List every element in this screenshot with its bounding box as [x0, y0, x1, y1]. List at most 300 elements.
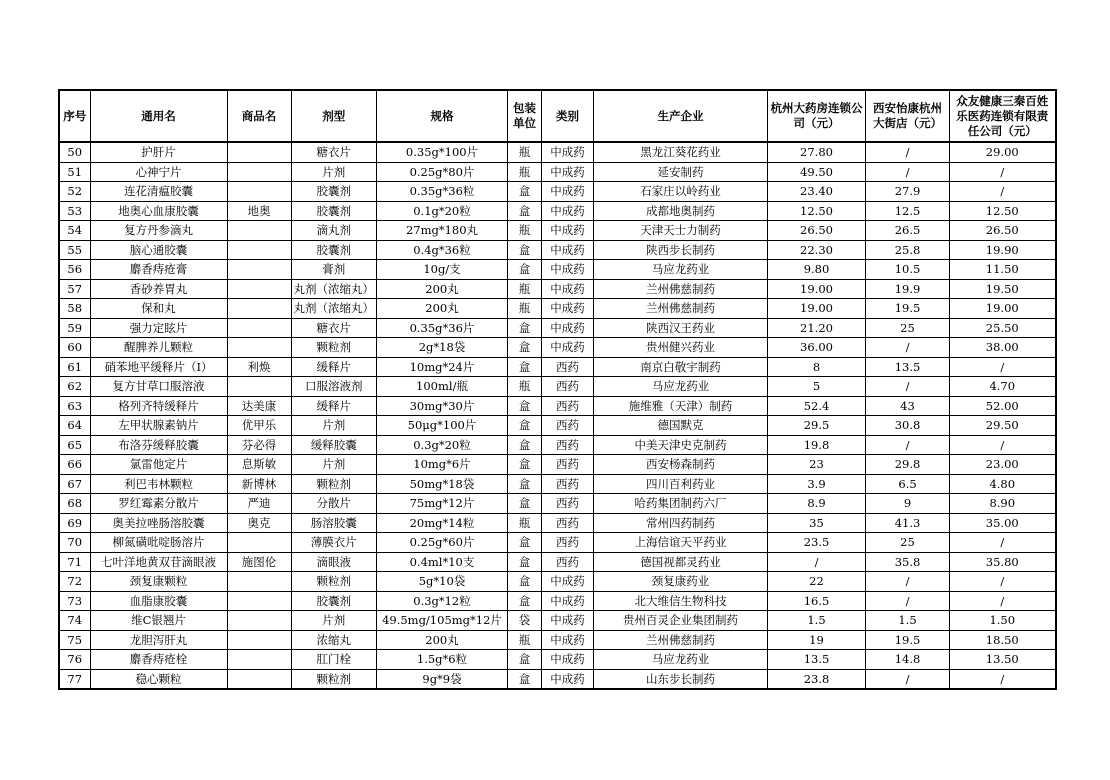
cell-generic-name: 罗红霉素分散片 — [90, 494, 227, 514]
cell-dosage-form: 颗粒剂 — [291, 474, 377, 494]
header-price-store-3: 众友健康三秦百姓乐医药连锁有限责任公司（元） — [950, 90, 1056, 142]
cell-brand-name — [227, 182, 291, 202]
cell-index: 60 — [59, 338, 90, 358]
cell-specification: 2g*18袋 — [377, 338, 508, 358]
cell-price-store-2: / — [866, 338, 950, 358]
cell-generic-name: 稳心颗粒 — [90, 669, 227, 689]
cell-dosage-form: 糖衣片 — [291, 318, 377, 338]
cell-generic-name: 地奥心血康胶囊 — [90, 201, 227, 221]
table-row — [59, 299, 1056, 319]
cell-price-store-2: 43 — [866, 396, 950, 416]
cell-price-store-2: / — [866, 591, 950, 611]
cell-price-store-1: 19.00 — [768, 279, 866, 299]
cell-brand-name: 地奥 — [227, 201, 291, 221]
cell-category: 中成药 — [542, 650, 594, 670]
cell-index: 71 — [59, 552, 90, 572]
cell-price-store-1: 35 — [768, 513, 866, 533]
cell-specification: 10mg*6片 — [377, 455, 508, 475]
cell-price-store-3: 35.80 — [950, 552, 1056, 572]
cell-index: 68 — [59, 494, 90, 514]
cell-package-unit: 盒 — [508, 455, 542, 475]
table-row — [59, 396, 1056, 416]
cell-price-store-2: 25.8 — [866, 240, 950, 260]
cell-package-unit: 盒 — [508, 669, 542, 689]
cell-manufacturer: 延安制药 — [594, 162, 768, 182]
cell-price-store-1: 27.80 — [768, 142, 866, 162]
cell-price-store-1: 23 — [768, 455, 866, 475]
cell-price-store-2: 13.5 — [866, 357, 950, 377]
cell-package-unit: 盒 — [508, 572, 542, 592]
cell-specification: 0.25g*60片 — [377, 533, 508, 553]
cell-generic-name: 醒脾养儿颗粒 — [90, 338, 227, 358]
cell-category: 西药 — [542, 357, 594, 377]
cell-generic-name: 香砂养胃丸 — [90, 279, 227, 299]
cell-index: 59 — [59, 318, 90, 338]
cell-dosage-form: 缓释片 — [291, 357, 377, 377]
cell-price-store-2: / — [866, 572, 950, 592]
cell-manufacturer: 德国默克 — [594, 416, 768, 436]
cell-brand-name: 达美康 — [227, 396, 291, 416]
cell-category: 西药 — [542, 455, 594, 475]
cell-price-store-2: / — [866, 435, 950, 455]
cell-manufacturer: 天津天士力制药 — [594, 221, 768, 241]
cell-dosage-form: 丸剂（浓缩丸） — [291, 279, 377, 299]
cell-manufacturer: 颈复康药业 — [594, 572, 768, 592]
cell-package-unit: 盒 — [508, 552, 542, 572]
cell-index: 76 — [59, 650, 90, 670]
table-row — [59, 279, 1056, 299]
cell-price-store-2: 35.8 — [866, 552, 950, 572]
cell-price-store-1: / — [768, 552, 866, 572]
cell-manufacturer: 兰州佛慈制药 — [594, 279, 768, 299]
cell-specification: 49.5mg/105mg*12片 — [377, 611, 508, 631]
cell-price-store-1: 36.00 — [768, 338, 866, 358]
cell-generic-name: 强力定眩片 — [90, 318, 227, 338]
cell-brand-name: 奥克 — [227, 513, 291, 533]
cell-dosage-form: 片剂 — [291, 455, 377, 475]
cell-price-store-2: 9 — [866, 494, 950, 514]
cell-manufacturer: 北大维信生物科技 — [594, 591, 768, 611]
cell-index: 75 — [59, 630, 90, 650]
cell-generic-name: 左甲状腺素钠片 — [90, 416, 227, 436]
cell-dosage-form: 肠溶胶囊 — [291, 513, 377, 533]
cell-brand-name — [227, 377, 291, 397]
cell-price-store-2: / — [866, 377, 950, 397]
cell-generic-name: 血脂康胶囊 — [90, 591, 227, 611]
cell-generic-name: 布洛芬缓释胶囊 — [90, 435, 227, 455]
cell-dosage-form: 滴眼液 — [291, 552, 377, 572]
cell-price-store-1: 26.50 — [768, 221, 866, 241]
cell-index: 61 — [59, 357, 90, 377]
cell-category: 中成药 — [542, 611, 594, 631]
cell-price-store-3: 26.50 — [950, 221, 1056, 241]
cell-generic-name: 麝香痔疮栓 — [90, 650, 227, 670]
cell-generic-name: 格列齐特缓释片 — [90, 396, 227, 416]
cell-brand-name — [227, 611, 291, 631]
cell-index: 53 — [59, 201, 90, 221]
cell-specification: 9g*9袋 — [377, 669, 508, 689]
header-manufacturer: 生产企业 — [594, 90, 768, 142]
cell-package-unit: 盒 — [508, 240, 542, 260]
cell-dosage-form: 颗粒剂 — [291, 338, 377, 358]
table-row — [59, 221, 1056, 241]
cell-dosage-form: 薄膜衣片 — [291, 533, 377, 553]
table-row — [59, 182, 1056, 202]
cell-specification: 100ml/瓶 — [377, 377, 508, 397]
cell-brand-name — [227, 591, 291, 611]
cell-brand-name — [227, 221, 291, 241]
header-price-store-2: 西安怡康杭州大街店（元） — [866, 90, 950, 142]
cell-index: 54 — [59, 221, 90, 241]
cell-generic-name: 七叶洋地黄双苷滴眼液 — [90, 552, 227, 572]
cell-price-store-2: 1.5 — [866, 611, 950, 631]
cell-brand-name — [227, 162, 291, 182]
cell-price-store-1: 5 — [768, 377, 866, 397]
cell-price-store-1: 12.50 — [768, 201, 866, 221]
cell-price-store-1: 21.20 — [768, 318, 866, 338]
cell-dosage-form: 口服溶液剂 — [291, 377, 377, 397]
cell-generic-name: 麝香痔疮膏 — [90, 260, 227, 280]
cell-price-store-1: 22.30 — [768, 240, 866, 260]
cell-generic-name: 脑心通胶囊 — [90, 240, 227, 260]
cell-price-store-3: 35.00 — [950, 513, 1056, 533]
cell-manufacturer: 哈药集团制药六厂 — [594, 494, 768, 514]
table-row — [59, 416, 1056, 436]
cell-generic-name: 复方丹参滴丸 — [90, 221, 227, 241]
cell-generic-name: 柳氮磺吡啶肠溶片 — [90, 533, 227, 553]
cell-dosage-form: 胶囊剂 — [291, 591, 377, 611]
table-row — [59, 494, 1056, 514]
cell-price-store-3: / — [950, 357, 1056, 377]
cell-price-store-1: 3.9 — [768, 474, 866, 494]
price-comparison-table — [58, 89, 1057, 690]
cell-price-store-1: 23.5 — [768, 533, 866, 553]
cell-index: 57 — [59, 279, 90, 299]
cell-category: 西药 — [542, 513, 594, 533]
cell-manufacturer: 常州四药制药 — [594, 513, 768, 533]
table-row — [59, 650, 1056, 670]
table-row — [59, 357, 1056, 377]
cell-category: 西药 — [542, 474, 594, 494]
cell-price-store-1: 1.5 — [768, 611, 866, 631]
cell-generic-name: 硝苯地平缓释片（Ⅰ） — [90, 357, 227, 377]
cell-price-store-1: 8.9 — [768, 494, 866, 514]
cell-dosage-form: 缓释胶囊 — [291, 435, 377, 455]
header-specification: 规格 — [377, 90, 508, 142]
cell-package-unit: 瓶 — [508, 513, 542, 533]
cell-manufacturer: 石家庄以岭药业 — [594, 182, 768, 202]
cell-price-store-3: 4.80 — [950, 474, 1056, 494]
cell-brand-name — [227, 630, 291, 650]
table-row — [59, 162, 1056, 182]
cell-dosage-form: 胶囊剂 — [291, 240, 377, 260]
cell-price-store-3: 29.50 — [950, 416, 1056, 436]
cell-dosage-form: 胶囊剂 — [291, 182, 377, 202]
cell-generic-name: 龙胆泻肝丸 — [90, 630, 227, 650]
table-row — [59, 318, 1056, 338]
cell-specification: 0.4g*36粒 — [377, 240, 508, 260]
table-row — [59, 533, 1056, 553]
cell-price-store-2: 6.5 — [866, 474, 950, 494]
cell-category: 中成药 — [542, 201, 594, 221]
header-generic-name: 通用名 — [90, 90, 227, 142]
cell-specification: 200丸 — [377, 299, 508, 319]
cell-category: 中成药 — [542, 318, 594, 338]
cell-category: 中成药 — [542, 630, 594, 650]
cell-specification: 0.3g*20粒 — [377, 435, 508, 455]
cell-package-unit: 瓶 — [508, 299, 542, 319]
cell-package-unit: 袋 — [508, 611, 542, 631]
cell-brand-name: 优甲乐 — [227, 416, 291, 436]
cell-price-store-3: 25.50 — [950, 318, 1056, 338]
cell-generic-name: 护肝片 — [90, 142, 227, 162]
table-row — [59, 474, 1056, 494]
cell-price-store-3: / — [950, 669, 1056, 689]
cell-package-unit: 瓶 — [508, 377, 542, 397]
cell-price-store-2: 12.5 — [866, 201, 950, 221]
cell-package-unit: 盒 — [508, 435, 542, 455]
cell-price-store-3: / — [950, 182, 1056, 202]
cell-index: 77 — [59, 669, 90, 689]
cell-price-store-2: 25 — [866, 533, 950, 553]
table-row — [59, 611, 1056, 631]
cell-specification: 10g/支 — [377, 260, 508, 280]
cell-price-store-3: 19.00 — [950, 299, 1056, 319]
cell-price-store-3: / — [950, 572, 1056, 592]
cell-manufacturer: 贵州健兴药业 — [594, 338, 768, 358]
cell-manufacturer: 中美天津史克制药 — [594, 435, 768, 455]
cell-category: 西药 — [542, 377, 594, 397]
cell-price-store-2: 25 — [866, 318, 950, 338]
cell-dosage-form: 颗粒剂 — [291, 572, 377, 592]
table-header — [59, 90, 1056, 142]
cell-index: 58 — [59, 299, 90, 319]
cell-brand-name — [227, 260, 291, 280]
cell-price-store-1: 23.8 — [768, 669, 866, 689]
cell-index: 51 — [59, 162, 90, 182]
cell-package-unit: 盒 — [508, 182, 542, 202]
cell-manufacturer: 兰州佛慈制药 — [594, 299, 768, 319]
cell-index: 62 — [59, 377, 90, 397]
cell-price-store-3: 13.50 — [950, 650, 1056, 670]
cell-specification: 75mg*12片 — [377, 494, 508, 514]
cell-price-store-3: 29.00 — [950, 142, 1056, 162]
cell-package-unit: 盒 — [508, 533, 542, 553]
table-row — [59, 455, 1056, 475]
cell-price-store-1: 9.80 — [768, 260, 866, 280]
cell-generic-name: 复方甘草口服溶液 — [90, 377, 227, 397]
cell-specification: 0.4ml*10支 — [377, 552, 508, 572]
cell-index: 73 — [59, 591, 90, 611]
cell-category: 中成药 — [542, 240, 594, 260]
cell-manufacturer: 黑龙江葵花药业 — [594, 142, 768, 162]
cell-specification: 200丸 — [377, 630, 508, 650]
cell-manufacturer: 成都地奥制药 — [594, 201, 768, 221]
cell-price-store-2: 41.3 — [866, 513, 950, 533]
cell-manufacturer: 山东步长制药 — [594, 669, 768, 689]
cell-index: 63 — [59, 396, 90, 416]
cell-manufacturer: 陕西汉王药业 — [594, 318, 768, 338]
cell-specification: 5g*10袋 — [377, 572, 508, 592]
cell-brand-name — [227, 533, 291, 553]
cell-specification: 0.35g*36粒 — [377, 182, 508, 202]
cell-price-store-1: 19 — [768, 630, 866, 650]
cell-dosage-form: 丸剂（浓缩丸） — [291, 299, 377, 319]
table-row — [59, 240, 1056, 260]
cell-price-store-3: 38.00 — [950, 338, 1056, 358]
cell-price-store-2: 19.9 — [866, 279, 950, 299]
cell-category: 中成药 — [542, 142, 594, 162]
table-row — [59, 435, 1056, 455]
cell-manufacturer: 德国视都灵药业 — [594, 552, 768, 572]
cell-price-store-3: 19.90 — [950, 240, 1056, 260]
cell-specification: 200丸 — [377, 279, 508, 299]
cell-specification: 50μg*100片 — [377, 416, 508, 436]
table-row — [59, 552, 1056, 572]
cell-dosage-form: 片剂 — [291, 416, 377, 436]
header-row — [59, 90, 1056, 142]
cell-generic-name: 保和丸 — [90, 299, 227, 319]
cell-dosage-form: 滴丸剂 — [291, 221, 377, 241]
cell-brand-name: 利焕 — [227, 357, 291, 377]
cell-brand-name — [227, 279, 291, 299]
cell-specification: 0.35g*100片 — [377, 142, 508, 162]
cell-category: 西药 — [542, 533, 594, 553]
cell-price-store-1: 19.8 — [768, 435, 866, 455]
cell-package-unit: 瓶 — [508, 142, 542, 162]
cell-package-unit: 盒 — [508, 338, 542, 358]
cell-brand-name — [227, 299, 291, 319]
cell-price-store-1: 49.50 — [768, 162, 866, 182]
cell-price-store-3: / — [950, 591, 1056, 611]
cell-package-unit: 盒 — [508, 591, 542, 611]
cell-specification: 0.3g*12粒 — [377, 591, 508, 611]
cell-brand-name — [227, 669, 291, 689]
cell-generic-name: 氯雷他定片 — [90, 455, 227, 475]
cell-dosage-form: 胶囊剂 — [291, 201, 377, 221]
cell-price-store-3: / — [950, 435, 1056, 455]
cell-category: 中成药 — [542, 572, 594, 592]
cell-category: 中成药 — [542, 279, 594, 299]
table-row — [59, 377, 1056, 397]
cell-dosage-form: 分散片 — [291, 494, 377, 514]
cell-package-unit: 盒 — [508, 650, 542, 670]
cell-manufacturer: 上海信谊天平药业 — [594, 533, 768, 553]
cell-price-store-2: 30.8 — [866, 416, 950, 436]
cell-specification: 10mg*24片 — [377, 357, 508, 377]
cell-price-store-3: 18.50 — [950, 630, 1056, 650]
cell-dosage-form: 片剂 — [291, 611, 377, 631]
cell-index: 50 — [59, 142, 90, 162]
cell-brand-name: 息斯敏 — [227, 455, 291, 475]
cell-category: 西药 — [542, 494, 594, 514]
cell-category: 西药 — [542, 396, 594, 416]
cell-category: 中成药 — [542, 260, 594, 280]
cell-generic-name: 颈复康颗粒 — [90, 572, 227, 592]
cell-specification: 1.5g*6粒 — [377, 650, 508, 670]
cell-specification: 30mg*30片 — [377, 396, 508, 416]
table-body — [59, 142, 1056, 689]
cell-price-store-1: 23.40 — [768, 182, 866, 202]
cell-index: 67 — [59, 474, 90, 494]
cell-specification: 50mg*18袋 — [377, 474, 508, 494]
cell-package-unit: 盒 — [508, 201, 542, 221]
table-row — [59, 513, 1056, 533]
cell-dosage-form: 颗粒剂 — [291, 669, 377, 689]
cell-price-store-2: / — [866, 669, 950, 689]
table-row — [59, 591, 1056, 611]
cell-package-unit: 盒 — [508, 416, 542, 436]
cell-category: 中成药 — [542, 162, 594, 182]
cell-price-store-1: 13.5 — [768, 650, 866, 670]
header-brand-name: 商品名 — [227, 90, 291, 142]
cell-price-store-2: 26.5 — [866, 221, 950, 241]
cell-specification: 0.1g*20粒 — [377, 201, 508, 221]
cell-index: 72 — [59, 572, 90, 592]
cell-price-store-2: / — [866, 162, 950, 182]
cell-manufacturer: 马应龙药业 — [594, 650, 768, 670]
cell-category: 中成药 — [542, 182, 594, 202]
cell-brand-name: 施图伦 — [227, 552, 291, 572]
cell-price-store-1: 29.5 — [768, 416, 866, 436]
cell-generic-name: 利巴韦林颗粒 — [90, 474, 227, 494]
cell-price-store-2: 10.5 — [866, 260, 950, 280]
cell-category: 中成药 — [542, 299, 594, 319]
cell-category: 中成药 — [542, 338, 594, 358]
cell-price-store-3: 11.50 — [950, 260, 1056, 280]
cell-package-unit: 盒 — [508, 494, 542, 514]
cell-package-unit: 盒 — [508, 396, 542, 416]
cell-package-unit: 盒 — [508, 474, 542, 494]
cell-manufacturer: 陕西步长制药 — [594, 240, 768, 260]
cell-index: 55 — [59, 240, 90, 260]
cell-manufacturer: 南京白敬宇制药 — [594, 357, 768, 377]
cell-manufacturer: 西安杨森制药 — [594, 455, 768, 475]
cell-manufacturer: 马应龙药业 — [594, 260, 768, 280]
table-row — [59, 260, 1056, 280]
cell-manufacturer: 贵州百灵企业集团制药 — [594, 611, 768, 631]
cell-brand-name: 芬必得 — [227, 435, 291, 455]
cell-brand-name — [227, 338, 291, 358]
cell-index: 70 — [59, 533, 90, 553]
cell-index: 56 — [59, 260, 90, 280]
header-index: 序号 — [59, 90, 90, 142]
cell-generic-name: 连花清瘟胶囊 — [90, 182, 227, 202]
cell-dosage-form: 膏剂 — [291, 260, 377, 280]
cell-price-store-1: 22 — [768, 572, 866, 592]
cell-category: 中成药 — [542, 221, 594, 241]
table-row — [59, 338, 1056, 358]
cell-price-store-1: 52.4 — [768, 396, 866, 416]
header-dosage-form: 剂型 — [291, 90, 377, 142]
cell-price-store-2: 29.8 — [866, 455, 950, 475]
cell-index: 52 — [59, 182, 90, 202]
cell-index: 69 — [59, 513, 90, 533]
cell-price-store-3: / — [950, 533, 1056, 553]
cell-specification: 0.35g*36片 — [377, 318, 508, 338]
cell-generic-name: 心神宁片 — [90, 162, 227, 182]
cell-category: 西药 — [542, 552, 594, 572]
cell-brand-name — [227, 650, 291, 670]
cell-price-store-3: / — [950, 162, 1056, 182]
cell-price-store-3: 4.70 — [950, 377, 1056, 397]
cell-dosage-form: 肛门栓 — [291, 650, 377, 670]
cell-package-unit: 瓶 — [508, 279, 542, 299]
cell-price-store-2: / — [866, 142, 950, 162]
cell-generic-name: 维C银翘片 — [90, 611, 227, 631]
cell-price-store-3: 52.00 — [950, 396, 1056, 416]
cell-dosage-form: 片剂 — [291, 162, 377, 182]
